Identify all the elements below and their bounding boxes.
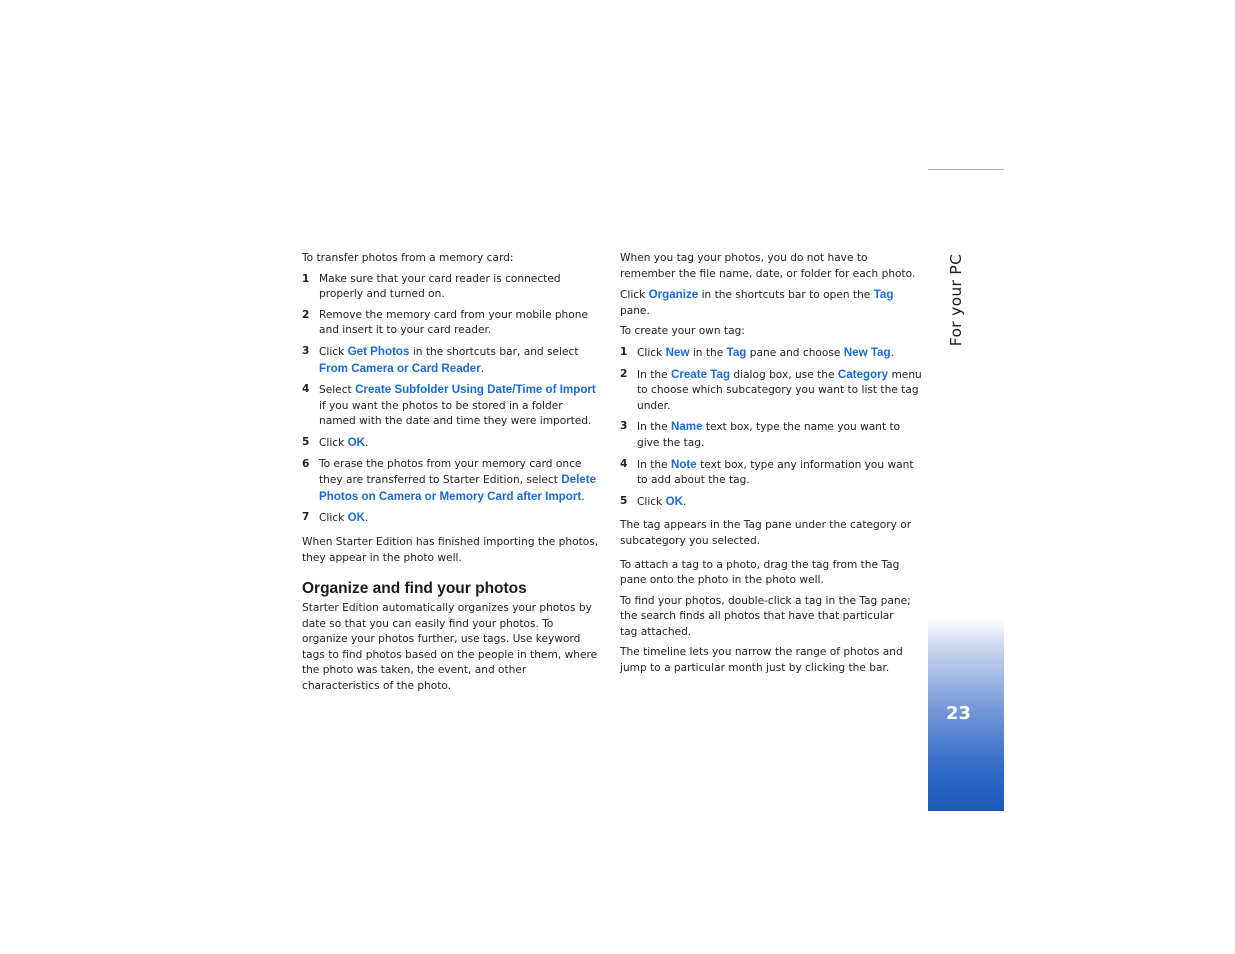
- step-number: 2: [302, 308, 310, 321]
- new-link: New: [665, 345, 690, 359]
- tag-step: [620, 345, 923, 362]
- step-text: in the: [689, 346, 727, 359]
- transfer-intro: To transfer photos from a memory card:: [302, 252, 514, 264]
- step-number: 5: [302, 435, 310, 448]
- import-finished-text: When Starter Edition has finished importing the photos, they appear in the photo well.: [302, 535, 599, 564]
- tag-step: [620, 494, 923, 511]
- step-text: .: [365, 512, 369, 525]
- step-number: 2: [620, 367, 628, 380]
- step-text: In the: [637, 421, 671, 434]
- step-number: 1: [620, 345, 628, 358]
- step-text: Click: [637, 495, 666, 508]
- step-text: .: [683, 495, 687, 508]
- step-number: 3: [302, 344, 310, 357]
- transfer-step: [302, 308, 602, 339]
- step-text: To erase the photos from your memory card once they are transferred to Starter Edition, select: [319, 457, 582, 487]
- tag-step: [620, 457, 923, 489]
- delete-photos-link: Delete Photos on Camera or Memory Card after Import: [319, 473, 597, 503]
- right-column: [620, 251, 923, 682]
- text: Click: [620, 289, 649, 302]
- new-tag-link: New Tag: [843, 345, 891, 359]
- step-number: 1: [302, 272, 310, 285]
- step-number: 4: [302, 383, 310, 396]
- step-text: text box, type any information you want to add about the tag.: [637, 458, 914, 487]
- step-text: Click: [319, 345, 348, 358]
- transfer-step: [302, 382, 602, 430]
- organize-link: Organize: [648, 288, 699, 302]
- transfer-step: [302, 435, 602, 452]
- get-photos-link: Get Photos: [347, 344, 410, 358]
- step-text: In the: [637, 458, 671, 471]
- step-text: Remove the memory card from your mobile phone and insert it to your card reader.: [319, 308, 588, 337]
- find-photos-text: [620, 594, 923, 641]
- step-text: .: [890, 346, 894, 359]
- left-column: [302, 251, 602, 695]
- name-link: Name: [670, 420, 703, 434]
- step-text: Click: [319, 436, 348, 449]
- transfer-step: [302, 344, 602, 377]
- category-link: Category: [837, 367, 889, 381]
- attach-tag-text: To attach a tag to a photo, drag the tag from the Tag pane onto the photo in the photo well.: [620, 558, 900, 587]
- from-camera-link: From Camera or Card Reader: [319, 361, 481, 375]
- step-text: dialog box, use the: [730, 368, 838, 381]
- transfer-step: [302, 272, 602, 303]
- section-heading: Organize and find your photos: [302, 580, 527, 598]
- organize-paragraph: Starter Edition automatically organizes your photos by date so that you can easily find your photos. To organize your photos further, use tags. Use keyword tags to find photos based on the people in them, where the photo was taken, the event, and other characteristics of the photo.: [302, 602, 598, 693]
- tag-link: Tag: [726, 345, 747, 359]
- ok-link: OK: [665, 494, 684, 508]
- create-tag-intro: To create your own tag:: [620, 325, 745, 338]
- transfer-step: [302, 457, 602, 506]
- transfer-step: [302, 510, 602, 527]
- note-link: Note: [670, 457, 697, 471]
- step-text: .: [581, 490, 585, 503]
- tag-step: [620, 419, 923, 451]
- tag-step: [620, 367, 923, 415]
- tag-link: Tag: [873, 288, 894, 302]
- step-text: In the: [637, 368, 671, 381]
- step-number: 5: [620, 494, 628, 507]
- text: in the shortcuts bar to open the: [698, 289, 874, 302]
- step-text: Make sure that your card reader is connected properly and turned on.: [319, 272, 561, 301]
- ok-link: OK: [347, 435, 366, 449]
- step-text: pane and choose: [746, 346, 844, 359]
- page-number: 23: [946, 703, 972, 724]
- tag-appears-text: The tag appears in the Tag pane under the category or subcategory you selected.: [620, 519, 912, 547]
- step-number: 7: [302, 511, 310, 524]
- section-title: For your PC: [947, 253, 966, 347]
- step-text: Select: [319, 384, 356, 397]
- organize-instruction: [620, 287, 923, 319]
- timeline-text: The timeline lets you narrow the range of photos and jump to a particular month just by clicking the bar.: [620, 646, 903, 675]
- text: pane.: [620, 304, 650, 317]
- ok-link: OK: [347, 511, 366, 525]
- step-number: 6: [302, 457, 310, 470]
- create-subfolder-link: Create Subfolder Using Date/Time of Import: [355, 383, 596, 397]
- step-number: 3: [620, 420, 628, 433]
- step-text: in the shortcuts bar, and select: [409, 345, 579, 358]
- step-text: text box, type the name you want to give the tag.: [637, 421, 901, 449]
- find-line: the search finds all photos that have that particular: [620, 610, 894, 623]
- step-text: Click: [637, 346, 666, 359]
- create-tag-link: Create Tag: [670, 367, 731, 381]
- tag-intro: When you tag your photos, you do not have to remember the file name, date, or folder for each photo.: [620, 252, 916, 280]
- step-text: .: [365, 436, 369, 449]
- find-line: To find your photos, double-click a tag in the Tag pane;: [620, 594, 911, 607]
- step-text: if you want the photos to be stored in a folder named with the date and time they were imported.: [319, 399, 592, 428]
- step-text: Click: [319, 512, 348, 525]
- step-number: 4: [620, 457, 628, 470]
- step-text: menu to choose which subcategory you want to list the tag under.: [637, 368, 922, 412]
- find-line: tag attached.: [620, 625, 692, 638]
- step-text: .: [480, 362, 485, 375]
